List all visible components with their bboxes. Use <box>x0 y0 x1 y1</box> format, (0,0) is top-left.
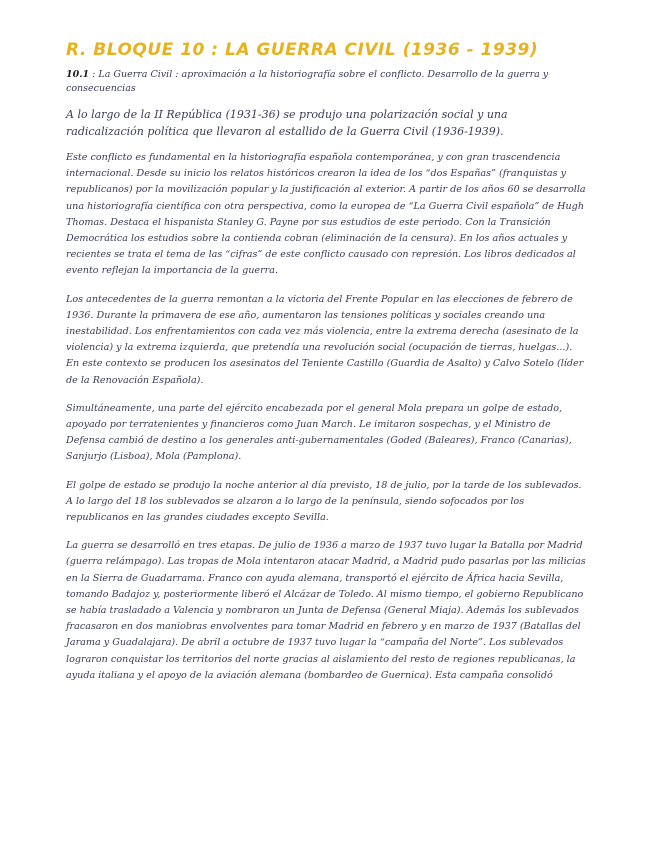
page-title: R. BLOQUE 10 : LA GUERRA CIVIL (1936 - 1939) <box>66 40 539 60</box>
section-heading <box>66 68 586 96</box>
paragraph-coup: El golpe de estado se produjo la noche anterior al día previsto, 18 de julio, por la tarde de los sublevados. A lo largo del 18 los sublevados se alzaron a lo largo de la península, siendo sofocados por los republicanos en las grandes ciudades excepto Sevilla. <box>66 479 582 524</box>
paragraph-war-stages: La guerra se desarrolló en tres etapas. De julio de 1936 a marzo de 1937 tuvo lugar la Batalla por Madrid (guerra relámpago). Las tropas de Mola intentaron atacar Madrid, a Madrid pudo pasarlas por las milicias en la Sierra de Guadarrama. Franco con ayuda alemana, transportó el ejército de África hacia Sevilla, tomando Badajoz y, posteriormente liberó el Alcázar de Toledo. Al mismo tiempo, el gobierno Republicano se había trasladado a Valencia y nombraron un Junta de Defensa (General Miaja). Además los sublevados fracasaron en dos maniobras envolventes para tomar Madrid en febrero y en marzo de 1937 (Batallas del Jarama y Guadalajara). De abril a octubre de 1937 tuvo lugar la “campaña del Norte”. Los sublevados lograron conquistar los territorios del norte gracias al aislamiento del resto de regiones republicanas, la ayuda italiana y el apoyo de la aviación alemana (bombardeo de Guernica). Esta campaña consolidó <box>66 540 586 681</box>
paragraph-intro: A lo largo de la II República (1931-36) se produjo una polarización social y una radicalización política que llevaron al estallido de la Guerra Civil (1936-1939). <box>66 108 508 138</box>
paragraph-historiography: Este conflicto es fundamental en la historiografía española contemporánea, y con gran trascendencia internacional. Desde su inicio los relatos históricos crearon la idea de los “dos Españas” (franquistas y republicanos) por la movilización popular y la justificación al exterior. A partir de los años 60 se desarrolla una historiografía científica con otra perspectiva, como la europea de “La Guerra Civil española” de Hugh Thomas. Destaca el hispanista Stanley G. Payne por sus estudios de este periodo. Con la Transición Democrática los estudios sobre la contienda cobran (eliminación de la censura). En los años actuales y recientes se trata el tema de las “cifras” de este conflicto causado con represión. Los libros dedicados al evento reflejan la importancia de la guerra. <box>66 152 586 277</box>
paragraph-coup-preparation: Simultáneamente, una parte del ejército encabezada por el general Mola prepara un golpe de estado, apoyado por terratenientes y financieros como Juan March. Le imitaron sospechas, y el Ministro de Defensa cambió de destino a los generales anti-gubernamentales (Goded (Baleares), Franco (Canarias), Sanjurjo (Lisboa), Mola (Pamplona). <box>66 402 572 463</box>
section-heading-text: : La Guerra Civil : aproximación a la historiografía sobre el conflicto. Desarrollo de la guerra y consecuencias <box>66 69 549 94</box>
paragraph-antecedents: Los antecedentes de la guerra remontan a la victoria del Frente Popular en las elecciones de febrero de 1936. Durante la primavera de ese año, aumentaron las tensiones políticas y sociales creando una inestabilidad. Los enfrentamientos con cada vez más violencia, entre la extrema derecha (asesinato de la violencia) y la extrema izquierda, que pretendía una revolución social (ocupación de tierras, huelgas...). En este contexto se producen los asesinatos del Teniente Castillo (Guardia de Asalto) y Calvo Sotelo (líder de la Renovación Española). <box>66 293 584 386</box>
section-number: 10.1 <box>66 69 90 80</box>
notes-body <box>66 68 586 696</box>
